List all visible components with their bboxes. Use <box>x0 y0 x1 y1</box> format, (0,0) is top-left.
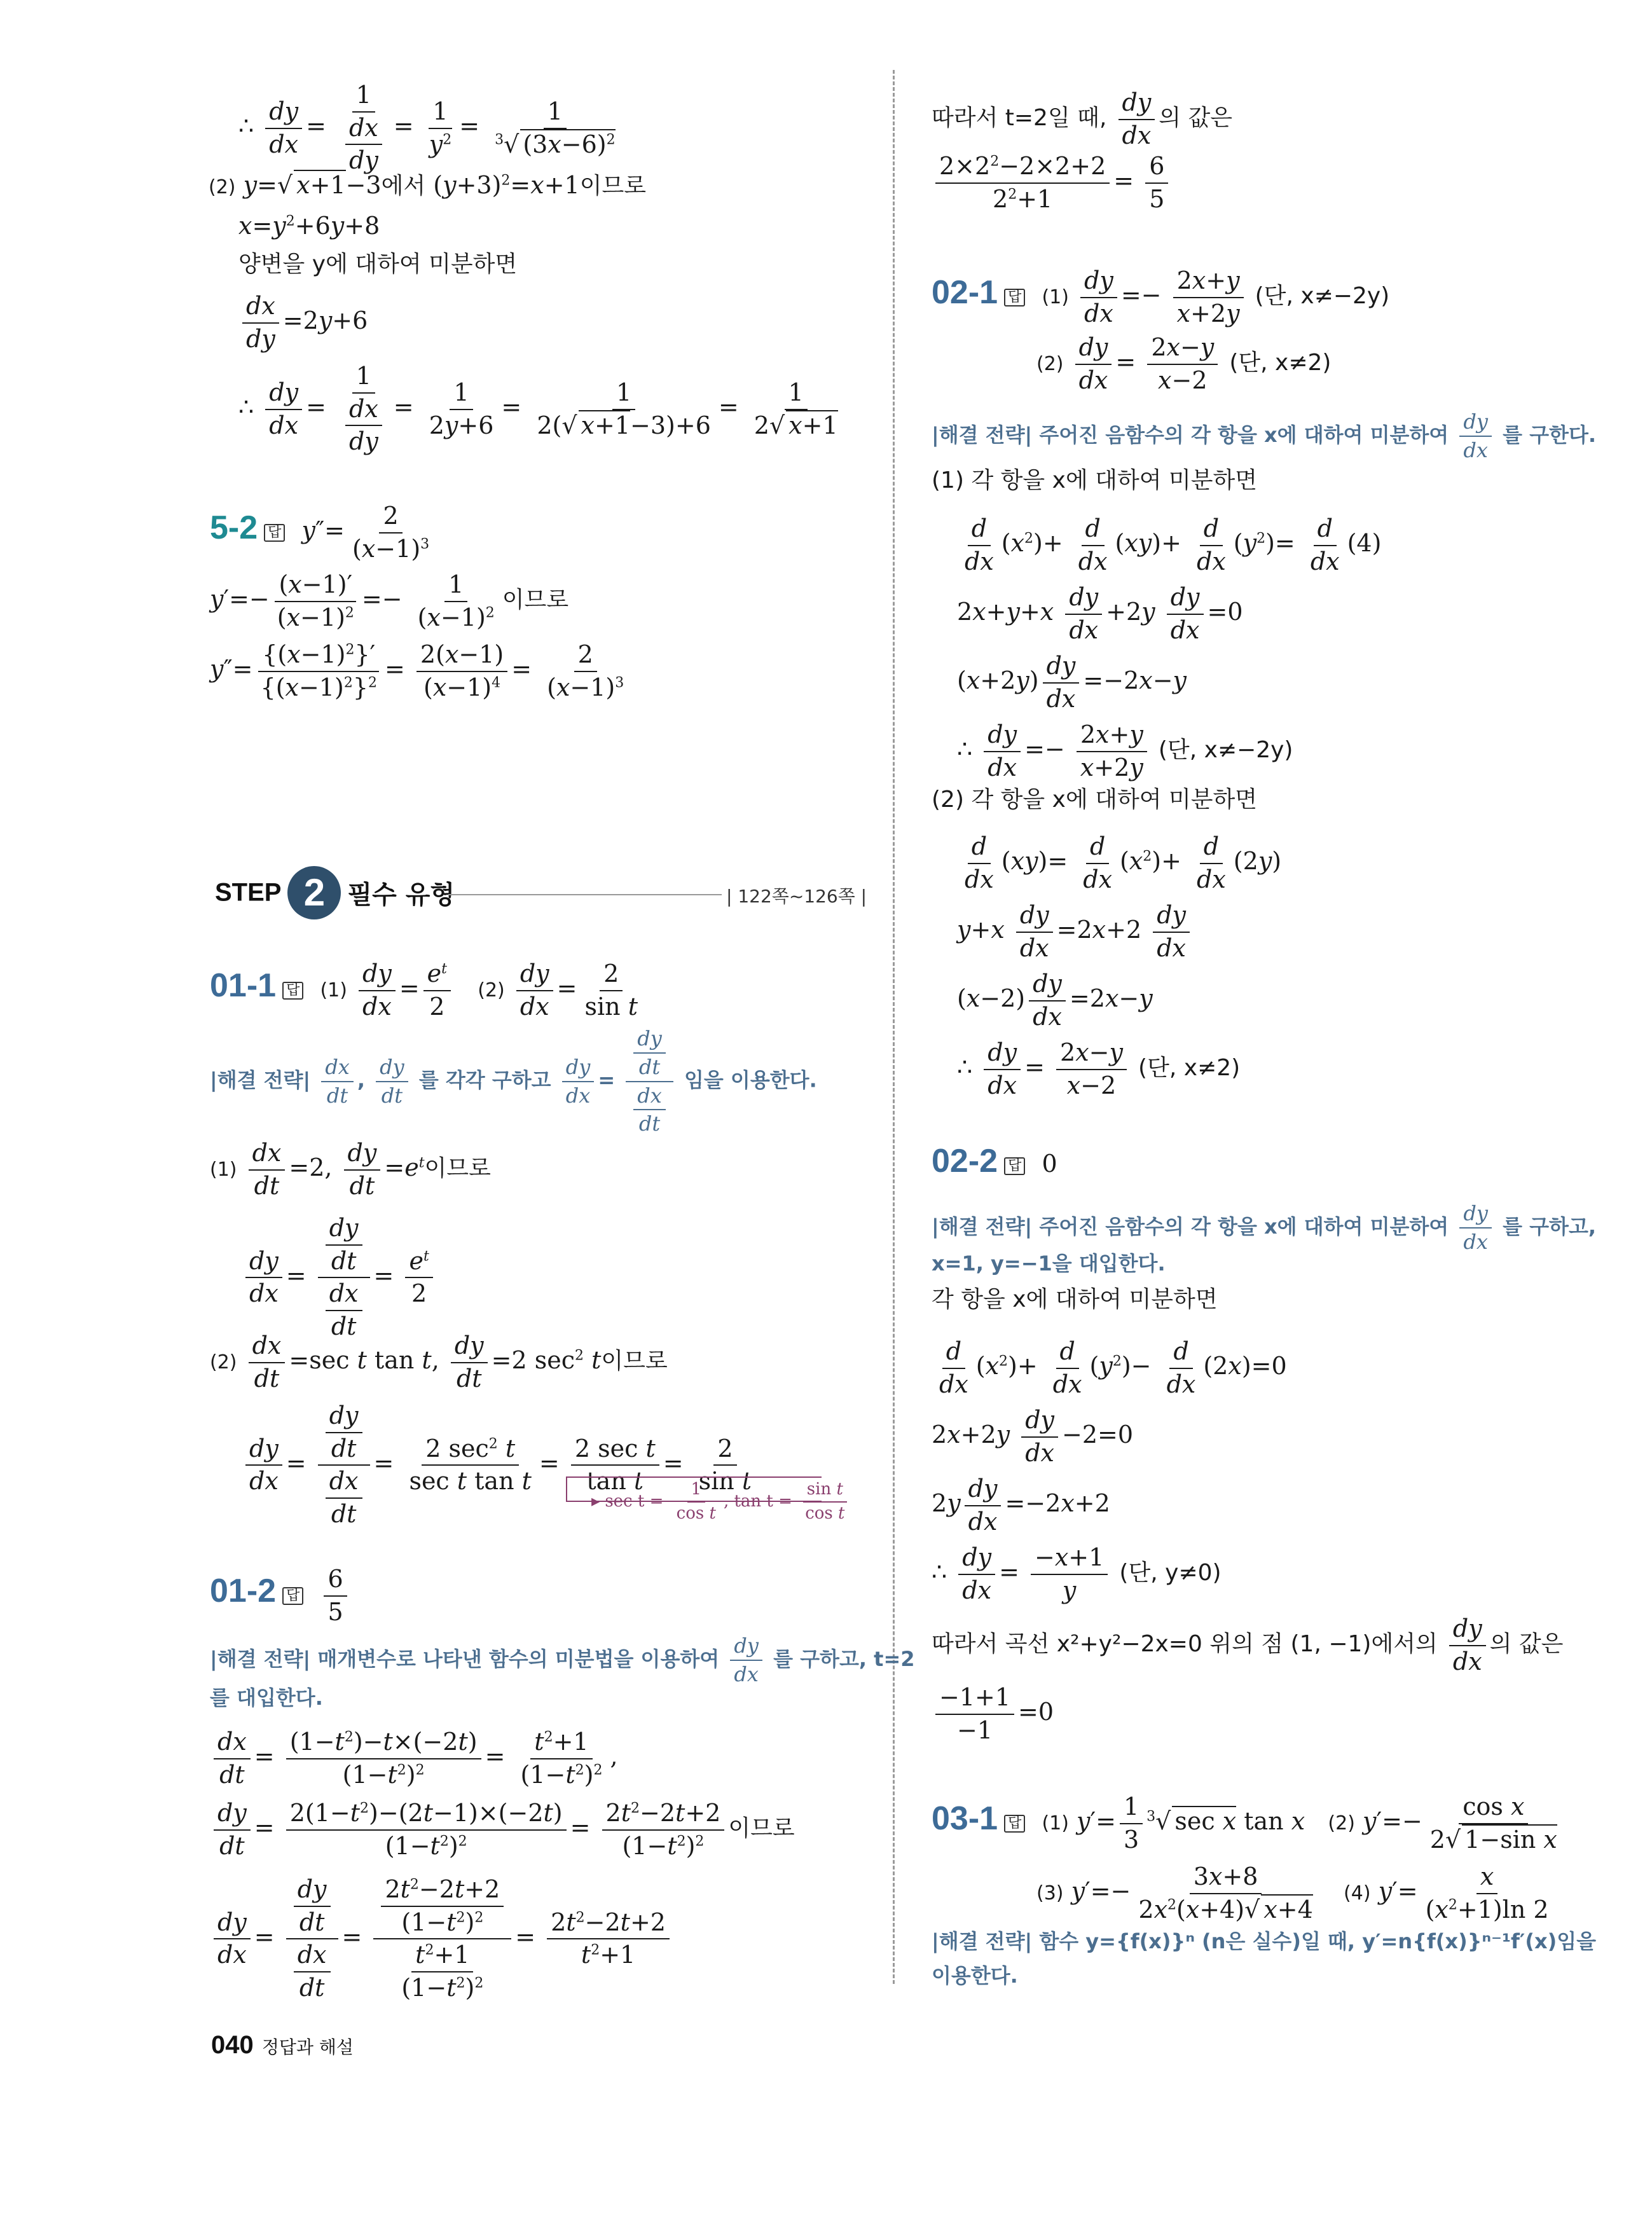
text-curve-value: 따라서 곡선 x²+y²−2x=0 위의 점 (1, −1)에서의 $\frac{dy}{dx}$ 의 값은 <box>932 1614 1564 1676</box>
eq-02-1-f: y+x $\frac{dy}{dx}$ =2x+2 $\frac{dy}{dx}$ <box>957 902 1194 962</box>
problem-01-2-header: 01-2 답 $\frac{6}{5}$ <box>210 1566 351 1626</box>
step-rule <box>448 894 722 895</box>
text-02-1-step1: (1) 각 항을 x에 대하여 미분하면 <box>932 467 1258 493</box>
text-02-1-step2: (2) 각 항을 x에 대하여 미분하면 <box>932 787 1258 813</box>
eq-x-in-y: $x=y^2+6y+8$ <box>238 212 380 240</box>
eq-01-1-result1: $\frac{dy}{dx}$ = $\frac{\frac{dy}{dt}}{\frac{dx}{dt}}$ = $\frac{e^t}{2}$ <box>242 1215 437 1341</box>
text-diff-y: 양변을 y에 대하여 미분하면 <box>238 251 518 277</box>
page-footer <box>211 2031 354 2060</box>
strategy-01-1: |해결 전략| $\frac{dx}{dt}$ , $\frac{dy}{dt}$ 를 각각 구하고 $\frac{dy}{dx}$ = $\frac{\frac{dy}{dt}}{\frac{dx}{dt}}$ 임을 이용한다. <box>210 1026 817 1136</box>
eq-01-2-dydt: $\frac{dy}{dt}$ = $\frac{2(1-t^2)-(2t-1)\times(-2t)}{(1-t^2)^2}$ = $\frac{2t^2-2t+2}{(1-t^2)^2}$ 이므로 <box>210 1800 795 1860</box>
problem-02-1-part2: (2) $\frac{dy}{dx}$ = $\frac{2x-y}{x-2}$ (단, x≠2) <box>1036 333 1332 394</box>
text-t2-value: 따라서 t=2일 때, $\frac{dy}{dx}$ 의 값은 <box>932 88 1233 149</box>
problem-03-1-header: 03-1 답 (1) y′= $\frac{1}{3}$ $^3$√ sec x tan x (2) y′=− $\frac{\text{cos x}}{\text{2√ 1−sin x}}$ <box>932 1793 1557 1854</box>
eq-dxdy: $\frac{dx}{dy}$ =2y+6 <box>238 293 368 353</box>
strategy-02-2-cont: x=1, y=−1을 대입한다. <box>932 1251 1166 1276</box>
eq-5-2-ydoubleprime: y″= $\frac{\{(x-1)^2\}'}{\{(x-1)^2\}^2}$ = $\frac{2(x-1)}{(x-1)^4}$ = $\frac{2}{(x-1)^3}$ <box>210 640 624 701</box>
eq-therefore-2: ∴ $\frac{dy}{dx}$ = $\frac{1}{\frac{dx}{dy}}$ = $\frac{1}{2y+6}$ = $\frac{1}{2(√ x+1-3)+6}$ = $\frac{1}{2√ x+1}$ <box>238 362 838 456</box>
eq-02-1-c: (x+2y) $\frac{dy}{dx}$ =−2x−y <box>957 652 1187 713</box>
step-pages: | 122쪽~126쪽 | <box>726 886 867 907</box>
eq-02-1-g: (x−2) $\frac{dy}{dx}$ =2x−y <box>957 970 1153 1031</box>
strategy-03-1: |해결 전략| 함수 y={f(x)}ⁿ (n은 실수)일 때, y′=n{f(x)}ⁿ⁻¹f′(x)임을 <box>932 1929 1597 1953</box>
problem-03-1-parts34: (3) y′=− $\frac{3x+8}{2x^2(x+4)√ x+4}$ (4) y′= $\frac{x}{(x^2+1)\ln 2}$ <box>1036 1862 1549 1924</box>
eq-02-2-b: 2x+2y $\frac{dy}{dx}$ −2=0 <box>932 1406 1134 1467</box>
problem-02-2-header: 02-2 답 0 <box>932 1143 1057 1180</box>
column-divider <box>893 70 895 1984</box>
eq-02-2-a: $\frac{d}{dx}$ $(x^2)+$ $\frac{d}{dx}$ $(y^2)-$ $\frac{d}{dx}$ (2x)=0 <box>939 1337 1287 1398</box>
eq-01-1-part1: (1) $\frac{dx}{dt}$ =2, $\frac{dy}{dt}$ $=e^t$이므로 <box>210 1139 491 1200</box>
problem-01-1-header: 01-1 답 (1) $\frac{dy}{dx}$ = $\frac{e^t}{2}$ (2) $\frac{dy}{dx}$ = $\frac{2}{\text{sin t}}$ <box>210 960 638 1021</box>
problem-02-1-header: 02-1 답 (1) $\frac{dy}{dx}$ =− $\frac{2x+y}{x+2y}$ (단, x≠−2y) <box>932 266 1390 327</box>
problem-5-2-header: 5-2 답 y″= $\frac{2}{(x-1)^3}$ <box>210 502 430 563</box>
strategy-01-2-cont: 를 대입한다. <box>210 1686 323 1710</box>
eq-02-1-b: 2x+y+x $\frac{dy}{dx}$ +2y $\frac{dy}{dx}$ =0 <box>957 583 1243 644</box>
eq-01-2-dydx: $\frac{dy}{dx}$ = $\frac{\frac{dy}{dt}}{\frac{dx}{dt}}$ = $\frac{\frac{2t^2-2t+2}{(1-t^2)^2}}{\frac{t^2+1}{(1-t^2)^2}}$ = $\frac{2t^2-2t+2}{t^2+1}$ <box>210 1876 673 2002</box>
eq-01-2-dxdt: $\frac{dx}{dt}$ = $\frac{(1-t^2)-t\times(-2t)}{(1-t^2)^2}$ = $\frac{t^2+1}{(1-t^2)^2}$ , <box>210 1728 618 1789</box>
eq-02-1-a: $\frac{d}{dx}$ $(x^2)+$ $\frac{d}{dx}$ (xy)+ $\frac{d}{dx}$ $(y^2)=$ $\frac{d}{dx}$ (4) <box>965 514 1382 575</box>
eq-02-2-result: $\frac{-1+1}{-1}$ =0 <box>932 1684 1054 1744</box>
eq-02-1-h: ∴ $\frac{dy}{dx}$ = $\frac{2x-y}{x-2}$ (단, x≠2) <box>957 1038 1241 1099</box>
eq-5-2-yprime: y′=− $\frac{(x-1)'}{(x-1)^2}$ =− $\frac{1}{(x-1)^2}$ 이므로 <box>210 570 569 631</box>
eq-02-2-d: ∴ $\frac{dy}{dx}$ = $\frac{-x+1}{y}$ (단, y≠0) <box>932 1543 1222 1604</box>
text-02-2-step: 각 항을 x에 대하여 미분하면 <box>932 1286 1218 1312</box>
strategy-02-2: |해결 전략| 주어진 음함수의 각 항을 x에 대하여 미분하여 $\frac{dy}{dx}$ 를 구하고, <box>932 1201 1597 1254</box>
eq-01-1-result2: $\frac{dy}{dx}$ = $\frac{\frac{dy}{dt}}{\frac{dx}{dt}}$ = $\frac{2 \sec^2 t}{\text{sec t tan t}}$ = $\frac{\text{2 sec t}}{\text{tan t}}$ = $\frac{2}{\text{sin t}}$ <box>242 1402 759 1529</box>
note-identities: ▸ sec t = $\frac{1}{\text{cos t}}$ , tan t = $\frac{\text{sin t}}{\text{cos t}}$ <box>591 1480 852 1524</box>
page-number: 040 <box>211 2031 254 2059</box>
eq-02-1-e: $\frac{d}{dx}$ (xy)= $\frac{d}{dx}$ $(x^2)+$ $\frac{d}{dx}$ (2y) <box>965 832 1282 893</box>
eq-02-2-c: 2y $\frac{dy}{dx}$ =−2x+2 <box>932 1475 1110 1536</box>
eq-02-1-d: ∴ $\frac{dy}{dx}$ =− $\frac{2x+y}{x+2y}$ (단, x≠−2y) <box>957 720 1293 781</box>
step-heading: STEP 2 필수 유형 <box>215 866 455 919</box>
eq-01-1-part2: (2) $\frac{dx}{dt}$ =sec t tan t, $\frac{dy}{dt}$ =2 $\sec^2 t$이므로 <box>210 1332 668 1393</box>
page-label: 정답과 해설 <box>261 2037 354 2058</box>
strategy-01-2: |해결 전략| 매개변수로 나타낸 함수의 미분법을 이용하여 $\frac{dy}{dx}$ 를 구하고, t=2 <box>210 1634 915 1686</box>
eq-therefore-1: ∴ $\frac{dy}{dx}$ = $\frac{1}{\frac{dx}{dy}}$ = $\frac{1}{y^2}$ = $\frac{1}{^3√ (3x-6)^2}$ <box>238 81 616 175</box>
eq-t2-result: $\frac{2\times 2^2-2\times 2+2}{2^2+1}$ = $\frac{6}{5}$ <box>932 153 1172 213</box>
eq-part2-intro: (2) y=√ x+1−3에서 $(y+3)^2=x+1$이므로 <box>209 171 647 199</box>
strategy-02-1: |해결 전략| 주어진 음함수의 각 항을 x에 대하여 미분하여 $\frac{dy}{dx}$ 를 구한다. <box>932 410 1597 462</box>
strategy-03-1-cont: 이용한다. <box>932 1964 1018 1988</box>
